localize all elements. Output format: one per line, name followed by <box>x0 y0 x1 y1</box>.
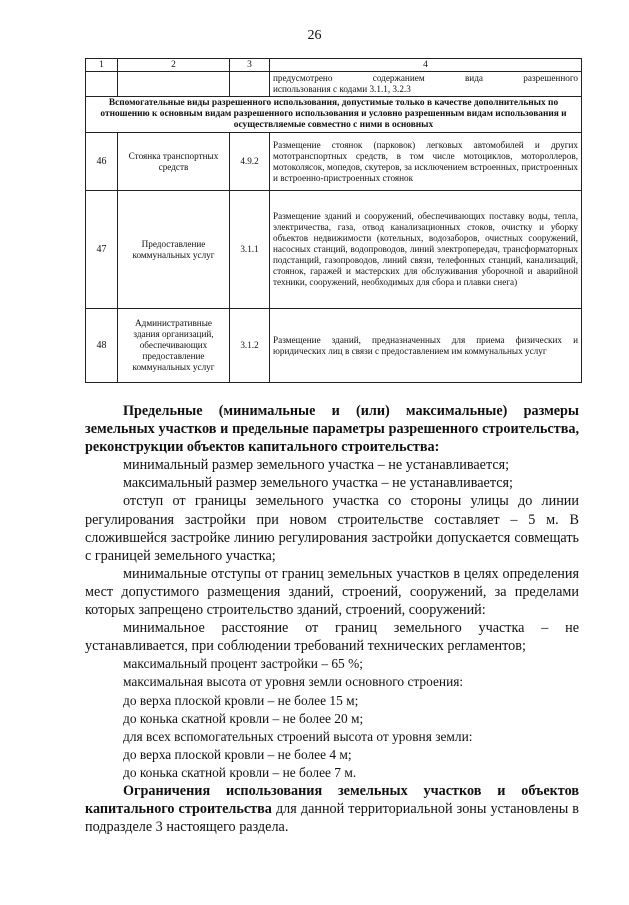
paragraph-max-plot-size: максимальный размер земельного участка – не устанавливается; <box>123 475 513 492</box>
paragraph-max-height-main: максимальная высота от уровня земли основного строения: <box>123 674 464 690</box>
paragraph-min-distance: минимальное расстояние от границ земельного участка – не устанавливается, при соблюдении требований технических регламентов; <box>85 620 579 655</box>
paragraph-pitched-roof-aux: до конька скатной кровли – не более 7 м. <box>123 764 357 780</box>
row-name: Административные здания организаций, обеспечивающих предоставление коммунальных услуг <box>118 309 230 383</box>
paragraph-pitched-roof-main: до конька скатной кровли – не более 20 м; <box>123 710 364 726</box>
row-code: 3.1.1 <box>230 191 270 309</box>
header-col-4: 4 <box>270 59 582 72</box>
paragraph-restrictions <box>85 782 579 836</box>
cont-name <box>118 72 230 97</box>
row-name: Предоставление коммунальных услуг <box>118 191 230 309</box>
page-number: 26 <box>307 28 322 43</box>
paragraph-min-setbacks: минимальные отступы от границ земельных участков в целях определения мест допустимого размещения зданий, строений, сооружений, за пределами которых запрещено строительство зданий, строений, сооружений: <box>85 565 579 619</box>
body-text <box>85 402 579 836</box>
paragraph-min-plot-size: минимальный размер земельного участка – не устанавливается; <box>123 457 510 474</box>
parameters-heading: Предельные (минимальные и (или) максимальные) размеры земельных участков и предельные параметры разрешенного строительства, реконструкции объектов капитального строительства: <box>85 403 579 456</box>
cont-desc-line1: предусмотрено содержанием вида разрешенного <box>273 73 578 83</box>
row-code: 3.1.2 <box>230 309 270 383</box>
restrictions-bold-text: Ограничения использования земельных участков и объектов капитального строительства <box>85 782 579 818</box>
paragraph-aux-height: для всех вспомогательных строений высота от уровня земли: <box>123 728 473 744</box>
row-name: Стоянка транспортных средств <box>118 133 230 191</box>
paragraph-flat-roof-aux: до верха плоской кровли – не более 4 м; <box>123 746 352 762</box>
cont-desc <box>270 72 582 97</box>
section-title: Вспомогательные виды разрешенного использования, допустимые только в качестве дополнительных по отношению к основным видам разрешенного использования и условно разрешенным видам использования и осуществляемые совместно с ними в основных <box>86 97 582 133</box>
row-number: 46 <box>86 133 118 191</box>
paragraph-flat-roof-main: до верха плоской кровли – не более 15 м; <box>123 692 359 708</box>
row-number: 47 <box>86 191 118 309</box>
continuation-row <box>86 72 582 97</box>
header-col-3: 3 <box>230 59 270 72</box>
cont-num <box>86 72 118 97</box>
paragraph-max-coverage: максимальный процент застройки – 65 %; <box>123 656 363 672</box>
table-row <box>86 191 582 309</box>
header-col-1: 1 <box>86 59 118 72</box>
table-row <box>86 133 582 191</box>
row-description: Размещение зданий и сооружений, обеспечивающих поставку воды, тепла, электричества, газа, отвод канализационных стоков, очистку и уборку объектов недвижимости (котельных, водозаборов, очистных сооружений, насосных станций, водопроводов, линий электропередач, трансформаторных подстанций, газопроводов, линий связи, телефонных станций, канализаций, стоянок, гаражей и мастерских для обслуживания уборочной и аварийной техники, сооружений, необходимых для сбора и плавки снега) <box>270 191 582 309</box>
row-description: Размещение зданий, предназначенных для приема физических и юридических лиц в связи с предоставлением им коммунальных услуг <box>270 309 582 383</box>
restrictions-rest-text: для данной территориальной зоны установлены в подразделе 3 настоящего раздела. <box>85 801 579 836</box>
header-col-2: 2 <box>118 59 230 72</box>
land-use-table <box>85 58 582 383</box>
row-code: 4.9.2 <box>230 133 270 191</box>
paragraph-street-setback: отступ от границы земельного участка со стороны улицы до линии регулирования застройки при новом строительстве составляет – 5 м. В сложившейся застройке линию регулирования застройки допускается совмещать с границей земельного участка; <box>85 493 579 564</box>
row-number: 48 <box>86 309 118 383</box>
cont-code <box>230 72 270 97</box>
table-row <box>86 309 582 383</box>
cont-desc-line2: использования с кодами 3.1.1, 3.2.3 <box>273 84 411 94</box>
row-description: Размещение стоянок (парковок) легковых автомобилей и других мототранспортных средств, в том числе мотоциклов, мотороллеров, мотоколясок, мопедов, скутеров, за исключением встроенных, пристроенных и встроенно-пристроенных стоянок <box>270 133 582 191</box>
section-row <box>86 97 582 133</box>
table-header-row <box>86 59 582 72</box>
